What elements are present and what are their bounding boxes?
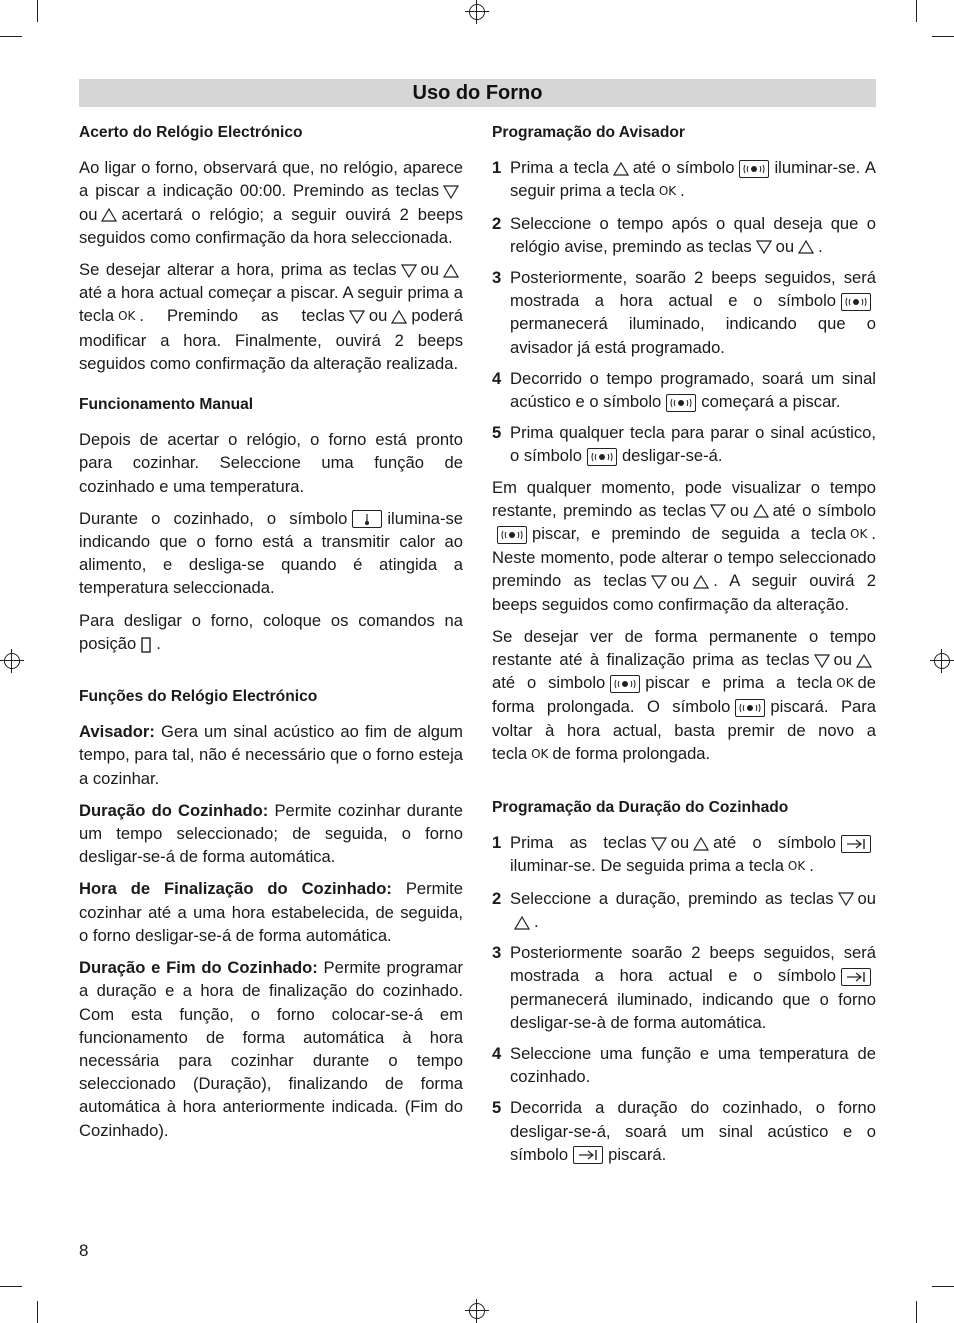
section-heading: Funcionamento Manual [79,396,254,414]
down-arrow-icon [756,240,772,254]
up-arrow-icon [391,310,407,324]
paragraph: Depois de acertar o relógio, o forno está pronto para cozinhar. Seleccione uma função de cozinhado e uma temperatura. [79,430,463,496]
duration-icon [573,1146,603,1164]
off-position-icon [140,636,152,652]
down-arrow-icon [710,504,726,518]
ok-key-icon: OK [118,309,136,324]
bell-icon [841,293,871,311]
duration-icon [841,968,871,986]
bell-icon [497,526,527,544]
list-item: 4 Decorrido o tempo programado, soará um sinal acústico e o símbolo começará a piscar. [492,368,876,412]
list-item: 1 Prima as teclas ou até o símbolo iluminar-se. De seguida prima a tecla OK . [492,831,876,878]
list-item: 4 Seleccione uma função e uma temperatura de cozinhado. [492,1043,876,1087]
paragraph: Durante o cozinhado, o símbolo ilumina-se indicando que o forno está a transmitir calor ao alimento, e desliga-se quando é atingida a temperatura seleccionada. [79,508,463,598]
up-arrow-icon [443,264,459,278]
list-item: 2 Seleccione o tempo após o qual deseja que o relógio avise, premindo as teclas ou . [492,213,876,256]
section-heading: Programação da Duração do Cozinhado [492,799,789,817]
paragraph: Duração e Fim do Cozinhado: Permite programar a duração e a hora de finalização do cozinhado. Com esta função, o forno colocar-se-á em funcionamento de forma automática à hora necessária para cozinhar durante o tempo seleccionado (Duração), finalizando de forma automática à hora anteriormente indicada. (Fim do Cozinhado). [79,958,463,1140]
crop-mark [0,1286,22,1287]
up-arrow-icon [856,654,872,668]
list-item: 5 Prima qualquer tecla para parar o sinal acústico, o símbolo desligar-se-á. [492,423,876,466]
up-arrow-icon [514,916,530,930]
right-column [492,121,876,1174]
paragraph: Em qualquer momento, pode visualizar o tempo restante, premindo as teclas ou até o símbolo piscar, e premindo de seguida a tecla OK . Neste momento, pode alterar o tempo seleccionado premindo as teclas ou . A seguir ouvirá 2 beeps seguidos como confirmação da alteração. [492,477,876,614]
down-arrow-icon [443,185,459,199]
paragraph: Se desejar ver de forma permanente o tempo restante até à finalização prima as teclas ou até o simbolo piscar e prima a tecla OK de forma prolongada. O símbolo piscará. Para voltar à hora actual, basta premir de novo a tecla OK de forma prolongada. [492,626,876,763]
down-arrow-icon [651,837,667,851]
list-item: 3 Posteriormente soarão 2 beeps seguidos, será mostrada a hora actual e o símbolo permanecerá iluminado, indicando que o forno desligar-se-à de forma automática. [492,943,876,1032]
crop-mark [916,0,917,22]
page-number: 8 [79,1241,89,1260]
section-heading: Programação do Avisador [492,124,685,141]
list-item: 5 Decorrida a duração do cozinhado, o forno desligar-se-á, soará um sinal acústico e o símbolo piscará. [492,1098,876,1164]
ok-key-icon: OK [836,676,854,691]
bell-icon [735,699,765,717]
crop-mark [932,1286,954,1287]
ok-key-icon: OK [850,527,868,542]
down-arrow-icon [401,264,417,278]
ok-key-icon: OK [658,184,677,199]
crop-mark [0,36,22,37]
section-heading: Funções do Relógio Electrónico [79,688,318,706]
up-arrow-icon [693,837,709,851]
left-column [79,121,463,1151]
registration-mark [465,0,489,24]
ok-key-icon: OK [787,859,806,874]
up-arrow-icon [101,208,117,222]
registration-mark [930,649,954,673]
bell-icon [610,675,640,693]
down-arrow-icon [349,310,365,324]
down-arrow-icon [838,892,854,906]
registration-mark [0,649,24,673]
paragraph: Para desligar o forno, coloque os comandos na posição . [79,610,463,653]
page-title: Uso do Forno [79,79,876,107]
paragraph: Se desejar alterar a hora, prima as teclas ou até a hora actual começar a piscar. A seguir prima a tecla OK . Premindo as teclas ou poderá modificar a hora. Finalmente, ouvirá 2 beeps seguidos como confirmação da alteração realizada. [79,260,463,373]
up-arrow-icon [753,504,769,518]
crop-mark [916,1301,917,1323]
crop-mark [932,36,954,37]
section-heading: Acerto do Relógio Electrónico [79,124,303,141]
list-item: 1 Prima a tecla até o símbolo iluminar-se. A seguir prima a tecla OK . [492,158,876,201]
registration-mark [465,1299,489,1323]
bell-icon [739,160,769,178]
paragraph: Avisador: Gera um sinal acústico ao fim de algum tempo, para tal, não é necessário que o forno esteja a cozinhar. [79,722,463,788]
paragraph: Duração do Cozinhado: Permite cozinhar durante um tempo seleccionado; de seguida, o forno desligar-se-á de forma automática. [79,800,463,867]
bell-icon [587,448,617,466]
bell-icon [666,394,696,412]
duration-icon [841,835,871,853]
up-arrow-icon [613,162,629,176]
crop-mark [37,0,38,22]
list-item: 3 Posteriormente, soarão 2 beeps seguidos, será mostrada a hora actual e o símbolo permanecerá iluminado, indicando que o avisador já está programado. [492,268,876,357]
ok-key-icon: OK [531,746,549,761]
up-arrow-icon [693,575,709,589]
down-arrow-icon [814,654,830,668]
down-arrow-icon [651,575,667,589]
paragraph: Hora de Finalização do Cozinhado: Permite cozinhar até a uma hora estabelecida, de seguida, o forno desligar-se-á de forma automática. [79,879,463,945]
crop-mark [37,1301,38,1323]
thermometer-icon [352,510,382,528]
up-arrow-icon [798,240,814,254]
list-item: 2 Seleccione a duração, premindo as teclas ou . [492,888,876,931]
paragraph: Ao ligar o forno, observará que, no relógio, aparece a piscar a indicação 00:00. Premindo as teclas ou acertará o relógio; a seguir ouvirá 2 beeps seguidos como confirmação da hora seleccionada. [79,158,463,247]
